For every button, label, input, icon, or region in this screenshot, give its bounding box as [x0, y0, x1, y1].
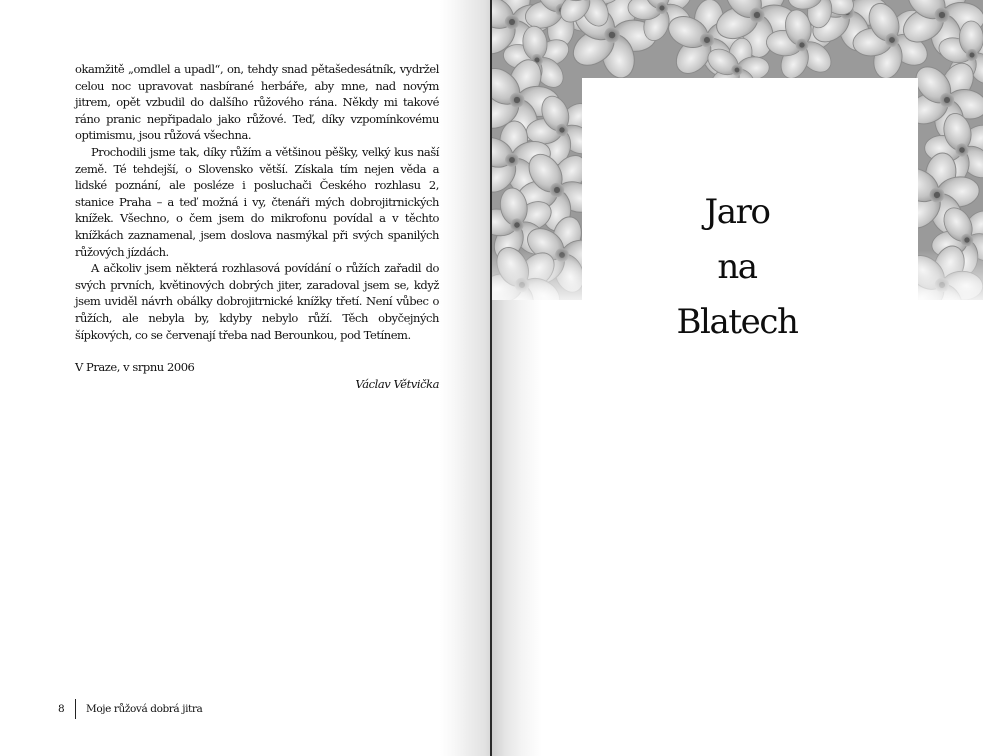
title-line-2: na	[717, 247, 757, 287]
place-date: V Praze, v srpnu 2006	[75, 360, 195, 375]
page-footer	[58, 699, 202, 719]
body-text	[75, 61, 439, 392]
paragraph-1: okamžitě „omdlel a upadl“, on, tehdy snad pětašedesátník, vydržel celou noc upravovat nasbírané herbáře, aby mne, nad novým jitrem, opět vzbudil do dalšího růžového rána. Někdy mi takové ráno pranic nepřipadalo jako růžové. Teď, díky vzpomínkovému optimismu, jsou růžová všechna.	[75, 62, 439, 143]
footer-divider	[75, 699, 76, 719]
title-line-1: Jaro	[704, 192, 770, 232]
paragraph-2: Prochodili jsme tak, díky růžím a většinou pěšky, velký kus naší země. Té tehdejší, o Slovensko větší. Získala tím nejen věda a lidské poznání, ale posléze i posluchači Českého rozhlasu 2, stanice Praha – a teď možná i vy, čtenáři mých dobrojitrnických knížek. Všechno, o čem jsem do mikrofonu povídal a v těchto knížkách zaznamenal, jsem doslova nasmýkal při svých spanilých růžových jízdách.	[75, 144, 439, 259]
author-signature: Václav Větvička	[355, 376, 439, 391]
title-line-3: Blatech	[676, 302, 798, 342]
paragraph-3: A ačkoliv jsem některá rozhlasová povídání o růžích zařadil do svých prvních, květinových dobrých jiter, zaradoval jsem se, když jsem uviděl návrh obálky dobrojitrnické knížky třetí. Není vůbec o růžích, ale nebyla by, kdyby nebylo růží. Těch obyčejných šípkových, co se červenají třeba nad Berounkou, pod Tetínem.	[75, 261, 439, 342]
page-number: 8	[58, 703, 65, 715]
running-title: Moje růžová dobrá jitra	[86, 703, 203, 715]
chapter-title	[582, 185, 892, 350]
left-page	[0, 0, 490, 756]
right-page	[492, 0, 983, 756]
